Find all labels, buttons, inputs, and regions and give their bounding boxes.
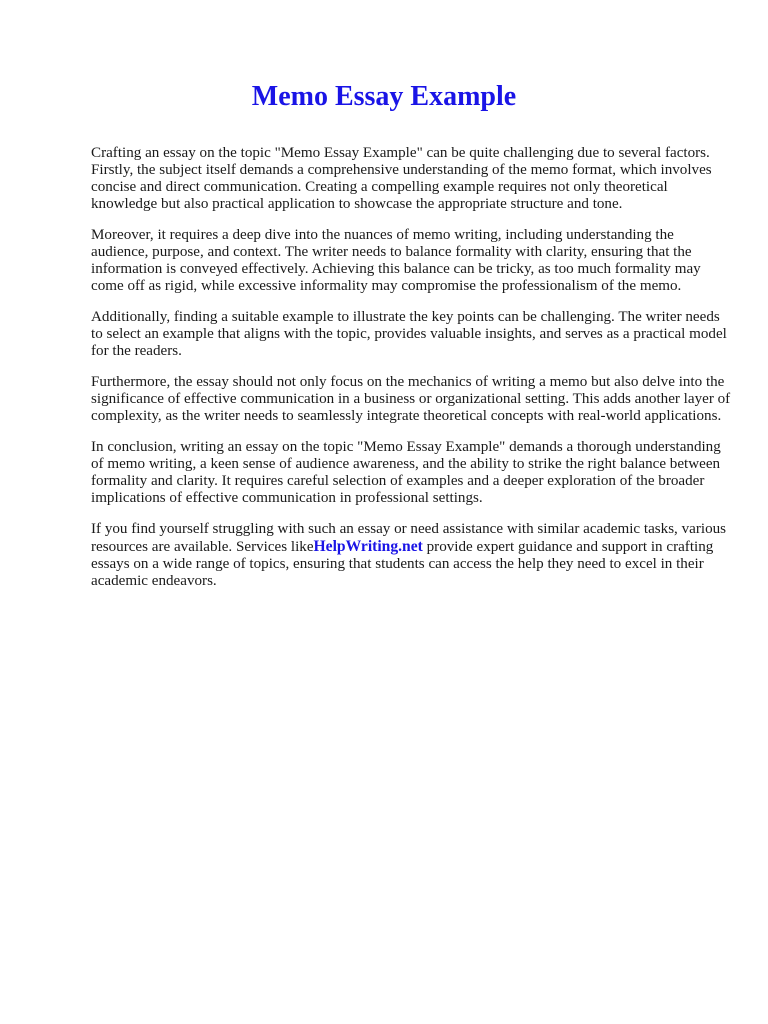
paragraph-5: In conclusion, writing an essay on the topic "Memo Essay Example" demands a thorough understanding of memo writing, a keen sense of audience awareness, and the ability to strike the right balance between formality and clarity. It requires careful selection of examples and a deeper exploration of the broader implications of effective communication in professional settings. <box>91 439 721 506</box>
paragraph-6-after-link: provide expert guidance and support in crafting essays on a wide range of topics, ensuring that students can access the help they need to excel in their academic endeavors. <box>91 539 714 589</box>
paragraph-4: Furthermore, the essay should not only focus on the mechanics of writing a memo but also delve into the significance of effective communication in a business or organizational setting. This adds another layer of complexity, as the writer needs to seamlessly integrate theoretical concepts with real-world applications. <box>91 374 731 424</box>
document-title: Memo Essay Example <box>251 81 517 112</box>
helpwriting-link[interactable]: HelpWriting.net <box>313 538 423 555</box>
paragraph-3: Additionally, finding a suitable example to illustrate the key points can be challenging. The writer needs to select an example that aligns with the topic, provides valuable insights, and serves as a practical model for the readers. <box>91 309 727 359</box>
paragraph-1: Crafting an essay on the topic "Memo Essay Example" can be quite challenging due to several factors. Firstly, the subject itself demands a comprehensive understanding of the memo format, which involves concise and direct communication. Creating a compelling example requires not only theoretical knowledge but also practical application to showcase the appropriate structure and tone. <box>91 145 712 212</box>
document-body <box>91 145 731 604</box>
paragraph-2: Moreover, it requires a deep dive into the nuances of memo writing, including understanding the audience, purpose, and context. The writer needs to balance formality with clarity, ensuring that the information is conveyed effectively. Achieving this balance can be tricky, as too much formality may come off as rigid, while excessive informality may compromise the professionalism of the memo. <box>91 227 701 294</box>
paragraph-6 <box>91 521 731 590</box>
paragraph-6-before-link: If you find yourself struggling with such an essay or need assistance with similar academic tasks, various resources are available. Services like <box>91 521 727 555</box>
